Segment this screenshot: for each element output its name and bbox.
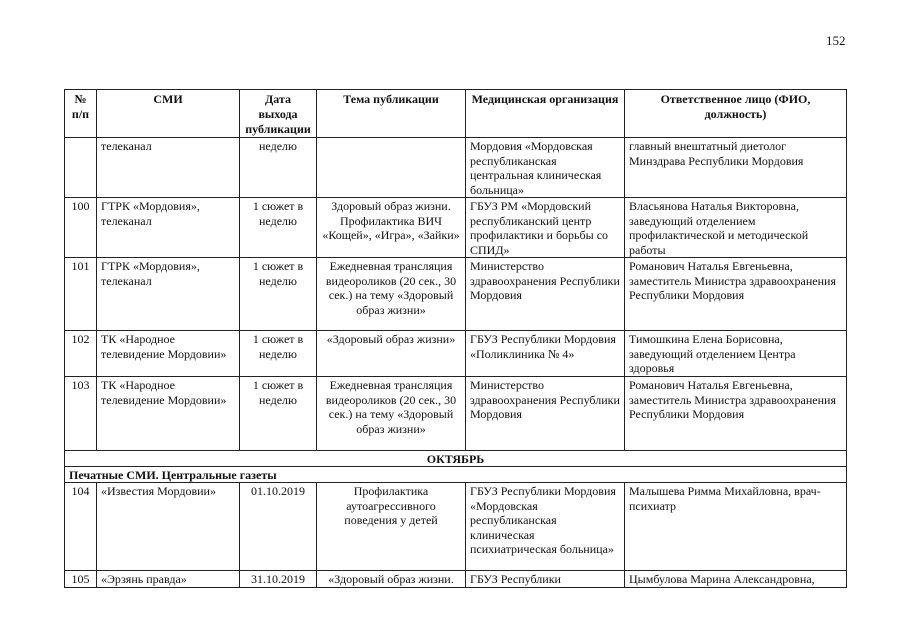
cell-smi: ГТРК «Мордовия», телеканал (97, 198, 240, 258)
cell-date: 1 сюжет в неделю (240, 331, 317, 377)
cell-topic: Ежедневная трансляция видеороликов (20 сек., 30 сек.) на тему «Здоровый образ жизни» (317, 377, 466, 451)
cell-org: ГБУЗ Республики (466, 571, 625, 588)
cell-person: главный внештатный диетолог Минздрава Республики Мордовия (625, 138, 847, 198)
header-smi: СМИ (97, 90, 240, 138)
cell-person: Власьянова Наталья Викторовна, заведующий отделением профилактической и методической работы (625, 198, 847, 258)
table-row (65, 258, 847, 331)
table-row (65, 138, 847, 198)
page-number: 152 (826, 33, 846, 48)
cell-person: Цымбулова Марина Александровна, (625, 571, 847, 588)
cell-topic: Ежедневная трансляция видеороликов (20 сек., 30 сек.) на тему «Здоровый образ жизни» (317, 258, 466, 331)
cell-num: 103 (65, 377, 97, 451)
cell-num (65, 138, 97, 198)
header-date: Дата выхода публикации (240, 90, 317, 138)
cell-smi: ГТРК «Мордовия», телеканал (97, 258, 240, 331)
section-row (65, 451, 847, 467)
cell-org: Министерство здравоохранения Республики Мордовия (466, 258, 625, 331)
cell-person: Романович Наталья Евгеньевна, заместитель Министра здравоохранения Республики Мордовия (625, 258, 847, 331)
cell-date: 1 сюжет в неделю (240, 377, 317, 451)
table-row (65, 571, 847, 588)
cell-num: 105 (65, 571, 97, 588)
cell-person: Тимошкина Елена Борисовна, заведующий отделением Центра здоровья (625, 331, 847, 377)
cell-num: 102 (65, 331, 97, 377)
cell-person: Малышева Римма Михайловна, врач-психиатр (625, 483, 847, 571)
cell-date: 1 сюжет в неделю (240, 198, 317, 258)
cell-smi: ТК «Народное телевидение Мордовии» (97, 331, 240, 377)
subsection-row (65, 467, 847, 483)
cell-org: Мордовия «Мордовская республиканская центральная клиническая больница» (466, 138, 625, 198)
cell-org: ГБУЗ РМ «Мордовский республиканский центр профилактики и борьбы со СПИД» (466, 198, 625, 258)
subsection-title: Печатные СМИ. Центральные газеты (65, 467, 847, 483)
cell-date: неделю (240, 138, 317, 198)
header-person: Ответственное лицо (ФИО, должность) (625, 90, 847, 138)
table-row (65, 331, 847, 377)
cell-topic: Профилактика аутоагрессивного поведения у детей (317, 483, 466, 571)
cell-person: Романович Наталья Евгеньевна, заместитель Министра здравоохранения Республики Мордовия (625, 377, 847, 451)
table-row (65, 198, 847, 258)
cell-num: 101 (65, 258, 97, 331)
table-row (65, 377, 847, 451)
cell-smi: телеканал (97, 138, 240, 198)
cell-org: ГБУЗ Республики Мордовия «Мордовская республиканская клиническая психиатрическая больница» (466, 483, 625, 571)
cell-org: Министерство здравоохранения Республики Мордовия (466, 377, 625, 451)
table-header-row (65, 90, 847, 138)
header-num: № п/п (65, 90, 97, 138)
table-row (65, 483, 847, 571)
cell-num: 104 (65, 483, 97, 571)
cell-topic: «Здоровый образ жизни. (317, 571, 466, 588)
cell-smi: «Эрзянь правда» (97, 571, 240, 588)
cell-topic (317, 138, 466, 198)
section-title: ОКТЯБРЬ (65, 451, 847, 467)
cell-smi: ТК «Народное телевидение Мордовии» (97, 377, 240, 451)
cell-num: 100 (65, 198, 97, 258)
publications-table (64, 89, 847, 588)
cell-date: 01.10.2019 (240, 483, 317, 571)
cell-org: ГБУЗ Республики Мордовия «Поликлиника № 4» (466, 331, 625, 377)
cell-date: 1 сюжет в неделю (240, 258, 317, 331)
cell-smi: «Известия Мордовии» (97, 483, 240, 571)
cell-topic: Здоровый образ жизни. Профилактика ВИЧ «Кощей», «Игра», «Зайки» (317, 198, 466, 258)
header-topic: Тема публикации (317, 90, 466, 138)
header-org: Медицинская организация (466, 90, 625, 138)
cell-date: 31.10.2019 (240, 571, 317, 588)
cell-topic: «Здоровый образ жизни» (317, 331, 466, 377)
